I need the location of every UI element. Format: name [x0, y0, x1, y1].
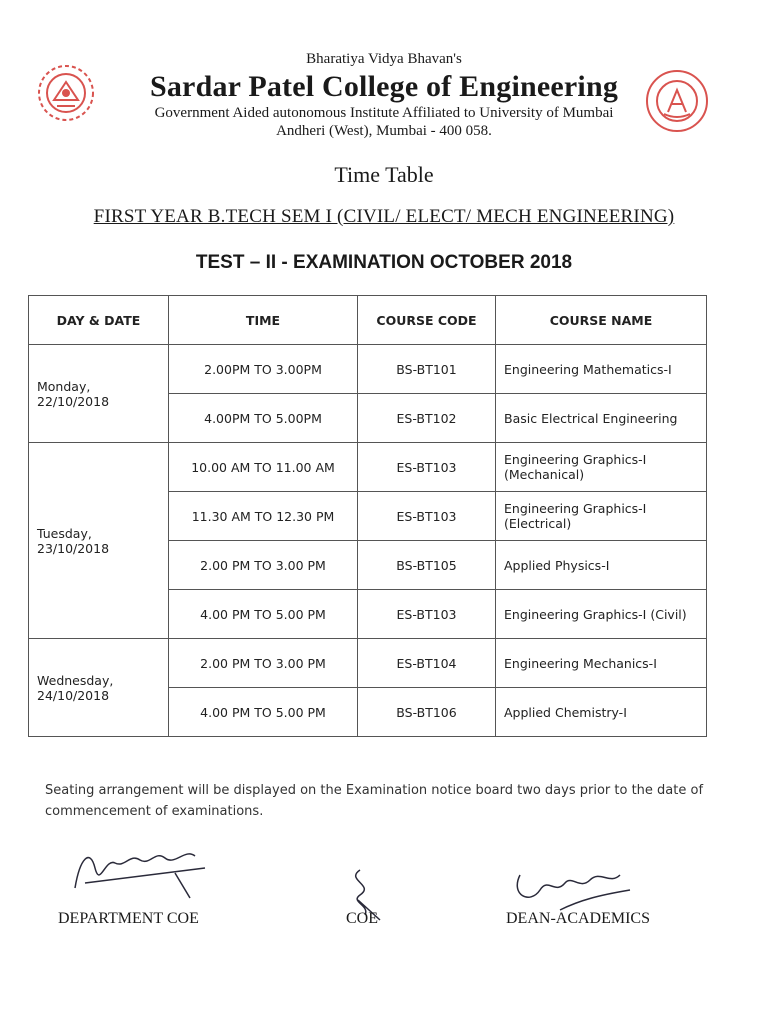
program-line: FIRST YEAR B.TECH SEM I (CIVIL/ ELECT/ MECH ENGINEERING) — [93, 206, 675, 227]
time-cell: 4.00PM TO 5.00PM — [169, 394, 358, 443]
date-label: 22/10/2018 — [37, 393, 110, 409]
course-code-cell: ES-BT103 — [358, 443, 496, 492]
time-cell: 2.00 PM TO 3.00 PM — [169, 639, 358, 688]
college-name: Sardar Patel College of Engineering — [149, 70, 619, 103]
trust-name: Bharatiya Vidya Bhavan's — [306, 51, 462, 67]
course-code-cell: BS-BT101 — [358, 345, 496, 394]
table-header-row — [29, 296, 707, 345]
day-cell-monday — [29, 345, 169, 443]
time-cell: 4.00 PM TO 5.00 PM — [169, 590, 358, 639]
header-course-name: COURSE NAME — [496, 296, 707, 345]
time-cell: 11.30 AM TO 12.30 PM — [169, 492, 358, 541]
day-cell-tuesday — [29, 443, 169, 639]
exam-title: TEST – II - EXAMINATION OCTOBER 2018 — [195, 252, 573, 273]
day-cell-wednesday — [29, 639, 169, 737]
timetable — [28, 295, 707, 737]
signatory-department-coe: DEPARTMENT COE — [58, 910, 199, 927]
header-day-date: DAY & DATE — [29, 296, 169, 345]
day-label: Wednesday, — [37, 672, 114, 688]
header-time: TIME — [169, 296, 358, 345]
course-name-cell: Engineering Mechanics-I — [496, 639, 707, 688]
seating-note: Seating arrangement will be displayed on the Examination notice board two days prior to the date of commencement of examinations. — [45, 783, 704, 819]
course-name-cell: Engineering Graphics-I (Civil) — [496, 590, 707, 639]
day-label: Monday, — [37, 378, 91, 394]
time-cell: 10.00 AM TO 11.00 AM — [169, 443, 358, 492]
course-code-cell: BS-BT106 — [358, 688, 496, 737]
time-cell: 2.00PM TO 3.00PM — [169, 345, 358, 394]
address-line: Andheri (West), Mumbai - 400 058. — [276, 123, 492, 139]
signatory-dean-academics: DEAN-ACADEMICS — [506, 910, 650, 927]
course-code-cell: ES-BT102 — [358, 394, 496, 443]
course-name-cell: Engineering Graphics-I (Electrical) — [496, 492, 707, 541]
signature-dept-coe — [55, 838, 225, 908]
course-code-cell: ES-BT103 — [358, 590, 496, 639]
document-title: Time Table — [334, 162, 434, 187]
time-cell: 4.00 PM TO 5.00 PM — [169, 688, 358, 737]
date-label: 24/10/2018 — [37, 687, 110, 703]
date-label: 23/10/2018 — [37, 540, 110, 556]
affiliation-line: Government Aided autonomous Institute Affiliated to University of Mumbai — [154, 105, 614, 121]
course-code-cell: ES-BT103 — [358, 492, 496, 541]
course-code-cell: ES-BT104 — [358, 639, 496, 688]
course-name-cell: Engineering Graphics-I (Mechanical) — [496, 443, 707, 492]
time-cell: 2.00 PM TO 3.00 PM — [169, 541, 358, 590]
day-label: Tuesday, — [37, 525, 92, 541]
course-name-cell: Applied Physics-I — [496, 541, 707, 590]
course-name-cell: Applied Chemistry-I — [496, 688, 707, 737]
course-name-cell: Engineering Mathematics-I — [496, 345, 707, 394]
table-row — [29, 639, 707, 688]
signatory-coe: COE — [346, 910, 378, 927]
course-name-cell: Basic Electrical Engineering — [496, 394, 707, 443]
course-code-cell: BS-BT105 — [358, 541, 496, 590]
table-row — [29, 443, 707, 492]
header-course-code: COURSE CODE — [358, 296, 496, 345]
table-row — [29, 345, 707, 394]
